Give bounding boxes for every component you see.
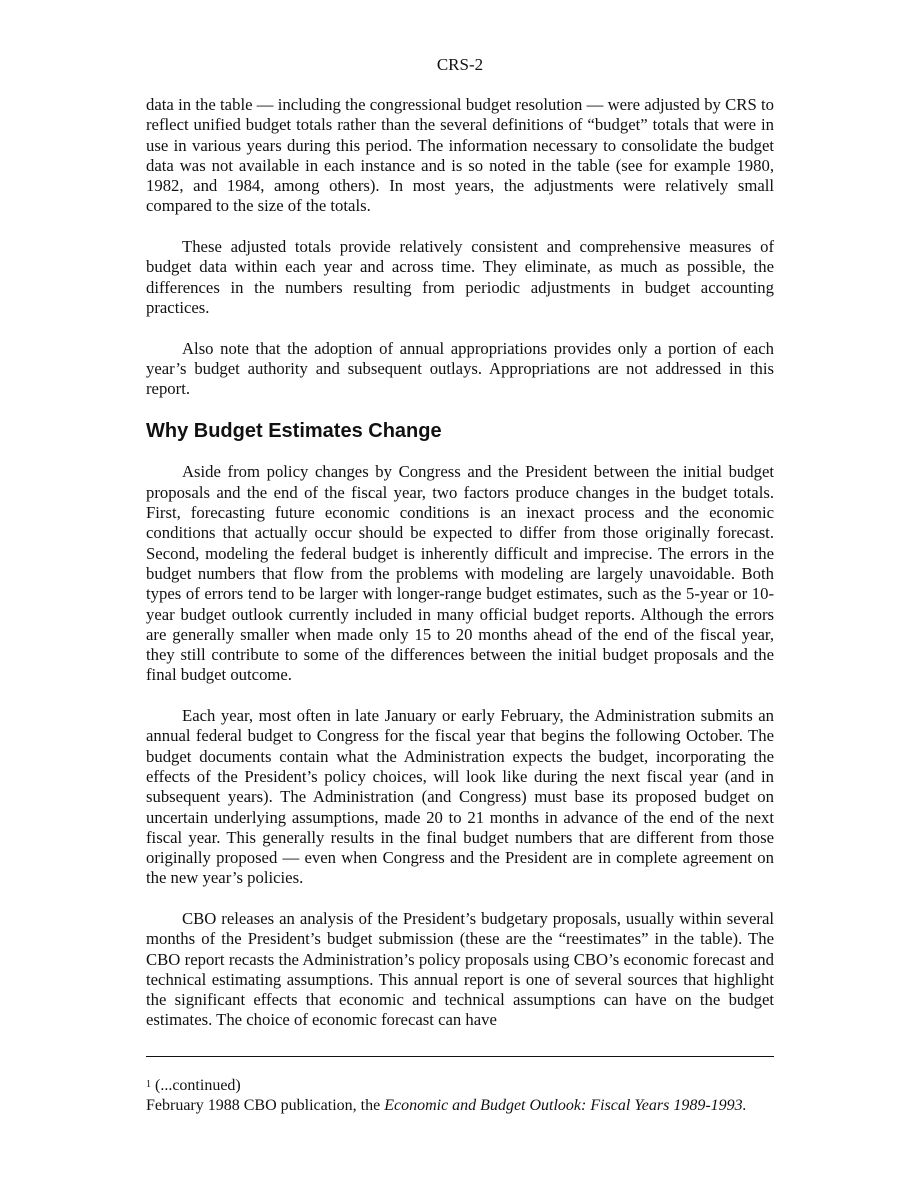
footnote-continued-label: (...continued) [151, 1077, 241, 1094]
footnote [146, 1076, 786, 1117]
footnote-publication-title: Economic and Budget Outlook: Fiscal Years 1989-1993. [384, 1097, 747, 1115]
paragraph-adjusted-totals: These adjusted totals provide relatively consistent and comprehensive measures of budget data within each year and across time. They eliminate, as much as possible, the differences in the numbers resulting from periodic adjustments in budget accounting practices. [146, 237, 774, 317]
paragraph-appropriations-note: Also note that the adoption of annual appropriations provides only a portion of each year’s budget authority and subsequent outlays. Appropriations are not addressed in this report. [146, 338, 774, 399]
footnote-text-lead: February 1988 CBO publication, the [146, 1097, 385, 1115]
page-header: CRS-2 [436, 55, 484, 74]
paragraph-annual-budget: Each year, most often in late January or early February, the Administration submits an annual federal budget to Congress for the fiscal year that begins the following October. The budget documents contain what the Administration expects the budget, incorporating the effects of the President’s policy choices, will look like during the next fiscal year (and in subsequent years). The Administration (and Congress) must base its proposed budget on uncertain underlying assumptions, made 20 to 21 months in advance of the end of the next fiscal year. This generally results in the final budget numbers that are different from those originally proposed — even when Congress and the President are in complete agreement on the new year’s policies. [146, 706, 774, 888]
footnote-text [146, 1096, 786, 1116]
footnote-divider [146, 1056, 774, 1057]
footnote-continued-line [146, 1076, 786, 1096]
paragraph-policy-changes: Aside from policy changes by Congress and the President between the initial budget proposals and the end of the fiscal year, two factors produce changes in the budget totals. First, forecasting future economic conditions is an inexact process and the economic conditions that actually occur should be expected to differ from those originally forecast. Second, modeling the federal budget is inherently difficult and imprecise. The errors in the budget numbers that flow from the problems with modeling are largely unavoidable. Both types of errors tend to be larger with longer-range budget estimates, such as the 5-year or 10-year budget outlook currently included in many official budget reports. Although the errors are generally smaller when made only 15 to 20 months ahead of the end of the fiscal year, they still contribute to some of the differences between the initial budget proposals and the final budget outcome. [146, 462, 774, 685]
document-body [146, 95, 774, 1031]
section-heading: Why Budget Estimates Change [146, 420, 442, 443]
paragraph-cbo-analysis: CBO releases an analysis of the President’s budgetary proposals, usually within several months of the President’s budget submission (these are the “reestimates” in the table). The CBO report recasts the Administration’s policy proposals using CBO’s economic forecast and technical estimating assumptions. This annual report is one of several sources that highlight the significant effects that economic and technical assumptions can have on the budget estimates. The choice of economic forecast can have [146, 908, 774, 1030]
footnote-marker: 1 [146, 1079, 151, 1090]
paragraph-continued: data in the table — including the congressional budget resolution — were adjusted by CRS to reflect unified budget totals rather than the several definitions of “budget” totals that were in use in various years during this period. The information necessary to consolidate the budget data was not available in each instance and is so noted in the table (see for example 1980, 1982, and 1984, among others). In most years, the adjustments were relatively small compared to the size of the totals. [146, 95, 774, 216]
